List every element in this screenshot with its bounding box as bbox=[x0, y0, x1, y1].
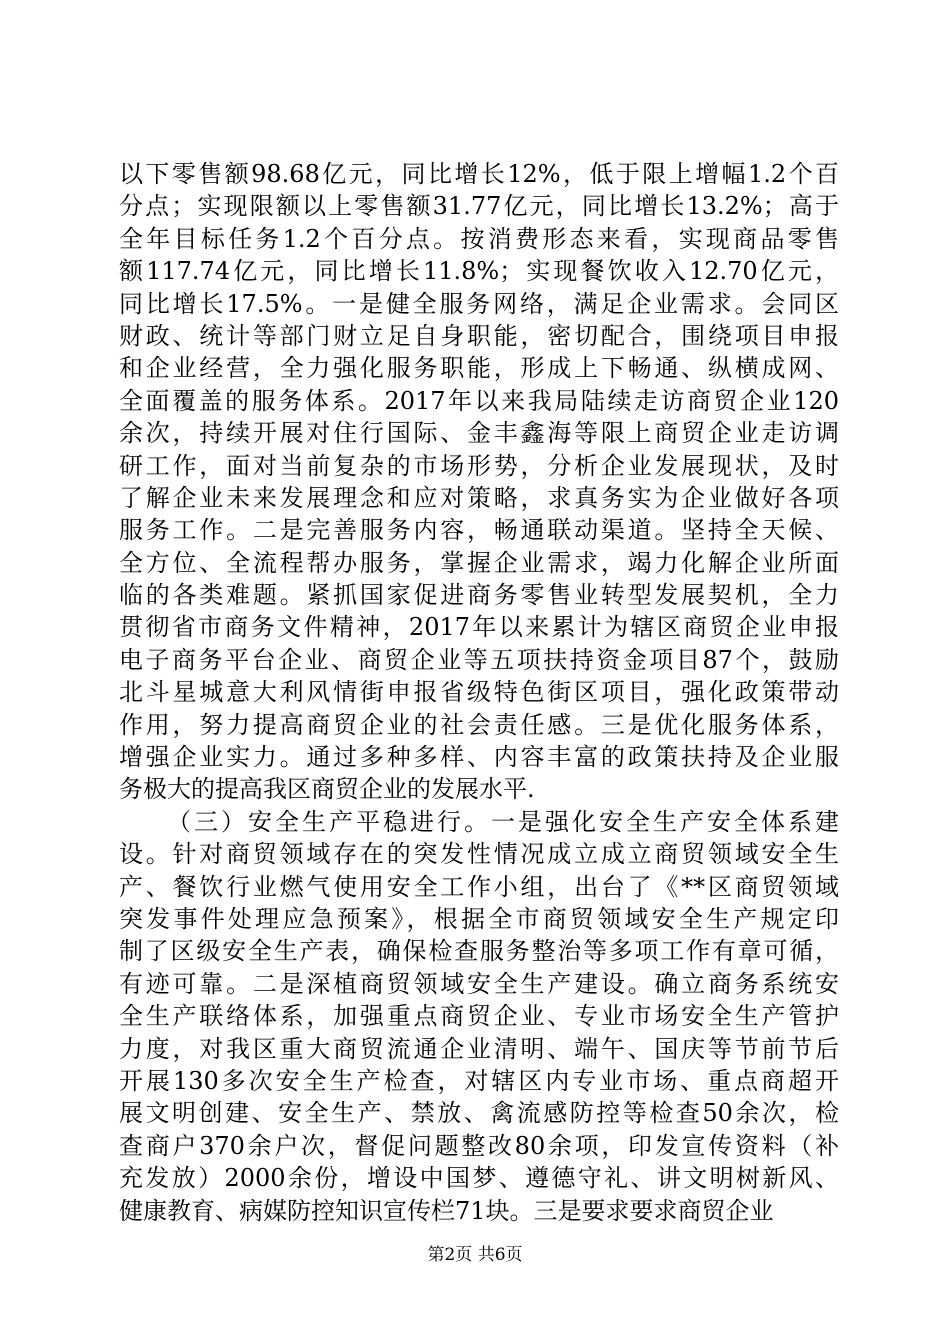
text-line: 和企业经营，全力强化服务职能，形成上下畅通、纵横成网、 bbox=[119, 354, 839, 383]
text-line: 电子商务平台企业、商贸企业等五项扶持资金项目87个，鼓励 bbox=[119, 645, 839, 674]
text-line: 设。针对商贸领域存在的突发性情况成立成立商贸领域安全生 bbox=[119, 840, 839, 869]
body-text bbox=[119, 158, 839, 1227]
text-line: 增强企业实力。通过多种多样、内容丰富的政策扶持及企业服 bbox=[119, 743, 839, 772]
text-line: 制了区级安全生产表，确保检查服务整治等多项工作有章可循， bbox=[119, 937, 839, 966]
text-line: 展文明创建、安全生产、禁放、禽流感防控等检查50余次，检 bbox=[119, 1099, 839, 1128]
text-line: 查商户370余户次，督促问题整改80余项，印发宣传资料（补 bbox=[119, 1131, 839, 1160]
text-line: 额117.74亿元，同比增长11.8%；实现餐饮收入12.70亿元， bbox=[119, 257, 839, 286]
text-line: 作用，努力提高商贸企业的社会责任感。三是优化服务体系， bbox=[119, 710, 839, 739]
text-line: 北斗星城意大利风情街申报省级特色街区项目，强化政策带动 bbox=[119, 678, 839, 707]
text-line: 全方位、全流程帮办服务，掌握企业需求，竭力化解企业所面 bbox=[119, 548, 839, 577]
text-line: 余次，持续开展对住行国际、金丰鑫海等限上商贸企业走访调 bbox=[119, 419, 839, 448]
text-line: 以下零售额98.68亿元，同比增长12%，低于限上增幅1.2个百 bbox=[119, 160, 839, 188]
text-line: 分点；实现限额以上零售额31.77亿元，同比增长13.2%；高于 bbox=[119, 192, 839, 221]
text-line: 产、餐饮行业燃气使用安全工作小组，出台了《**区商贸领域 bbox=[119, 872, 839, 901]
text-line: 开展130多次安全生产检查，对辖区内专业市场、重点商超开 bbox=[119, 1066, 839, 1095]
text-line: 健康教育、病媒防控知识宣传栏71块。三是要求要求商贸企业 bbox=[119, 1196, 774, 1225]
text-line: 全年目标任务1.2个百分点。按消费形态来看，实现商品零售 bbox=[119, 224, 839, 253]
text-line: （三）安全生产平稳进行。一是强化安全生产安全体系建 bbox=[167, 807, 839, 836]
text-line: 有迹可靠。二是深植商贸领域安全生产建设。确立商务系统安 bbox=[119, 969, 839, 998]
text-line: 力度，对我区重大商贸流通企业清明、端午、国庆等节前节后 bbox=[119, 1034, 839, 1063]
text-line: 全面覆盖的服务体系。2017年以来我局陆续走访商贸企业120 bbox=[119, 386, 839, 415]
text-line: 临的各类难题。紧抓国家促进商务零售业转型发展契机，全力 bbox=[119, 581, 839, 610]
text-line: 突发事件处理应急预案》，根据全市商贸领域安全生产规定印 bbox=[119, 904, 839, 933]
text-line: 财政、统计等部门财立足自身职能，密切配合，围绕项目申报 bbox=[119, 321, 839, 350]
text-line: 了解企业未来发展理念和应对策略，求真务实为企业做好各项 bbox=[119, 483, 839, 512]
text-line: 贯彻省市商务文件精神，2017年以来累计为辖区商贸企业申报 bbox=[119, 613, 839, 642]
text-line: 服务工作。二是完善服务内容，畅通联动渠道。坚持全天候、 bbox=[119, 516, 839, 545]
text-line: 全生产联络体系，加强重点商贸企业、专业市场安全生产管护 bbox=[119, 1002, 839, 1031]
text-line: 同比增长17.5%。一是健全服务网络，满足企业需求。会同区 bbox=[119, 289, 839, 318]
page-footer: 第2页 共6页 bbox=[427, 1245, 523, 1265]
text-line: 充发放）2000余份，增设中国梦、遵德守礼、讲文明树新风、 bbox=[119, 1164, 839, 1193]
text-line: 研工作，面对当前复杂的市场形势，分析企业发展现状，及时 bbox=[119, 451, 839, 480]
text-line: 务极大的提高我区商贸企业的发展水平. bbox=[119, 775, 535, 804]
